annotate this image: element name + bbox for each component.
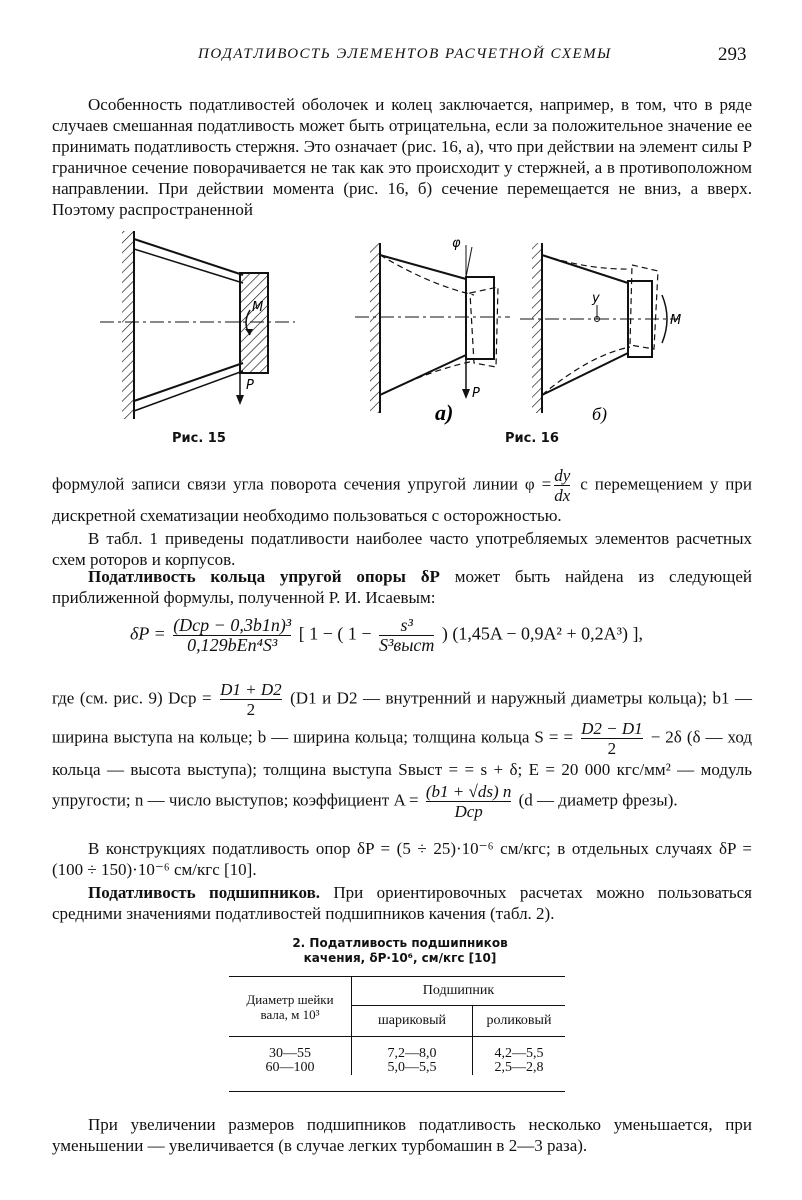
cell-d-0: 30—55	[269, 1046, 311, 1061]
fig15-force-label: P	[246, 378, 254, 393]
fig16-sub-a: а)	[435, 400, 454, 425]
table-title-line2: качения, δP·10⁶, см/кгс [10]	[303, 951, 497, 965]
p5-t5: (d — диаметр фрезы).	[518, 790, 678, 810]
p5-t2: (D1 и D2 — внутренний и наружный диаметры кольца); b1 — ширина выступа на кольце; b — ширина кольца; толщина кольца S =	[52, 688, 752, 747]
cell-d-1: 60—100	[265, 1060, 315, 1075]
dcp-fraction	[220, 680, 282, 719]
coeff-a-fraction	[426, 782, 512, 821]
formula-s-num: s³	[400, 615, 413, 635]
dx-denominator: dx	[554, 486, 571, 505]
col-ball-header: шариковый	[352, 1006, 473, 1037]
table-title-line1: 2. Податливость подшипников	[292, 936, 508, 950]
col-group-header: Подшипник	[352, 977, 566, 1006]
table-row-ball	[352, 1037, 473, 1076]
fig16-sub-b: б)	[592, 404, 608, 424]
paragraph-5	[52, 680, 752, 821]
figure-16a-drawing	[355, 243, 510, 413]
formula-mid-a: [ 1 − ( 1 −	[298, 623, 372, 644]
formula-mid-b: ) (1,45A − 0,9A² + 0,2A³) ],	[441, 623, 643, 644]
bearing-compliance-table	[229, 976, 565, 1092]
formula-s-fraction	[379, 616, 434, 655]
p7-rest: При ориентировочных расчетах можно пользоваться средними значениями податливостей подшипников качения (табл. 2).	[52, 883, 753, 923]
p4-bold-heading: Податливость кольца упругой опоры δP	[88, 567, 440, 586]
coeff-a-num: (b1 + √ds) n	[425, 782, 512, 801]
paragraph-8: При увеличении размеров подшипников податливость несколько уменьшается, при уменьшении — увеличивается (в случае легких турбомашин в 2—3 раза).	[52, 1115, 752, 1155]
paragraph-7	[52, 882, 752, 924]
p4-rest: может быть найдена из следующей приближенной формулы, полученной Р. И. Исаевым:	[52, 567, 752, 607]
p2-before: формулой записи связи угла поворота сечения упругой линии φ =	[52, 474, 552, 494]
dy-numerator: dy	[554, 466, 571, 485]
formula-lhs: δP =	[130, 623, 166, 644]
dcp-num: D1 + D2	[220, 680, 282, 699]
thickness-den: 2	[581, 738, 643, 758]
thickness-num: D2 − D1	[581, 719, 643, 738]
p5-t3: =	[563, 727, 574, 747]
fig16b-moment-label: M	[670, 313, 682, 328]
table-row-diameter	[229, 1037, 352, 1076]
fig15-moment-label: M	[252, 300, 264, 315]
p5-t1: где (см. рис. 9) Dср =	[52, 688, 212, 708]
fig15-caption: Рис. 15	[172, 431, 226, 446]
cell-roller-0: 4,2—5,5	[494, 1046, 544, 1061]
formula-main-fraction	[173, 616, 291, 655]
formula-s-den: S³выст	[379, 635, 435, 655]
compliance-formula	[130, 616, 643, 655]
thickness-fraction	[581, 719, 643, 758]
paragraph-4	[52, 566, 752, 608]
col-roller-header: роликовый	[486, 1013, 552, 1028]
cell-ball-1: 5,0—5,5	[387, 1060, 437, 1075]
dy-dx-fraction	[554, 466, 570, 505]
col-diameter-header: Диаметр шейки вала, м 10³	[229, 977, 352, 1037]
cell-ball-0: 7,2—8,0	[387, 1046, 437, 1061]
table-title	[250, 936, 550, 966]
figure-15-drawing	[100, 231, 295, 419]
formula-num: (Dср − 0,3b1n)³	[173, 615, 292, 635]
formula-den: 0,129bEn⁴S³	[173, 635, 291, 655]
cell-roller-1: 2,5—2,8	[494, 1060, 544, 1075]
table-row-roller	[473, 1037, 566, 1076]
fig16a-force-label: P	[472, 386, 480, 401]
dcp-den: 2	[220, 699, 282, 719]
paragraph-6: В конструкциях податливость опор δP = (5 ÷ 25)·10⁻⁶ см/кгс; в отдельных случаях δP = (100 ÷ 150)·10⁻⁶ см/кгс [10].	[52, 839, 752, 879]
figure-16b-drawing	[520, 243, 680, 413]
figures-15-16	[100, 225, 760, 455]
paragraph-1: Особенность податливостей оболочек и колец заключается, например, в том, что в ряде случаев смешанная податливость может быть отрицательна, если за положительное значение ее принимать податливость стержня. Это означает (рис. 16, а), что при действии на элемент силы P граничное сечение поворачивается не так как это происходит у стержней, а в противоположном направлении. При действии момента (рис. 16, б) сечение перемещается не вниз, а вверх. Поэтому распространенной	[52, 95, 752, 219]
coeff-a-den: Dср	[426, 801, 512, 821]
running-title: ПОДАТЛИВОСТЬ ЭЛЕМЕНТОВ РАСЧЕТНОЙ СХЕМЫ	[198, 46, 612, 62]
page-number: 293	[718, 44, 747, 65]
fig16-caption: Рис. 16	[505, 431, 559, 446]
p2-after: с перемещением y при дискретной схематизации необходимо пользоваться с осторожностью.	[52, 474, 752, 525]
fig16b-y-label: y	[592, 291, 600, 306]
fig16a-phi-label: φ	[452, 236, 461, 251]
paragraph-3: В табл. 1 приведены податливости наиболее часто употребляемых элементов расчетных схем роторов и корпусов.	[52, 529, 752, 569]
p5-t4: − 2δ (δ — ход кольца — высота выступа); толщина выступа Sвыст = = s + δ; E = 20 000 кгс/мм² — модуль упругости; n — число выступов; коэффициент A =	[52, 727, 753, 810]
paragraph-2	[52, 466, 752, 526]
table-bottom-rule	[229, 1075, 565, 1092]
p7-bold-heading: Податливость подшипников.	[88, 883, 321, 902]
